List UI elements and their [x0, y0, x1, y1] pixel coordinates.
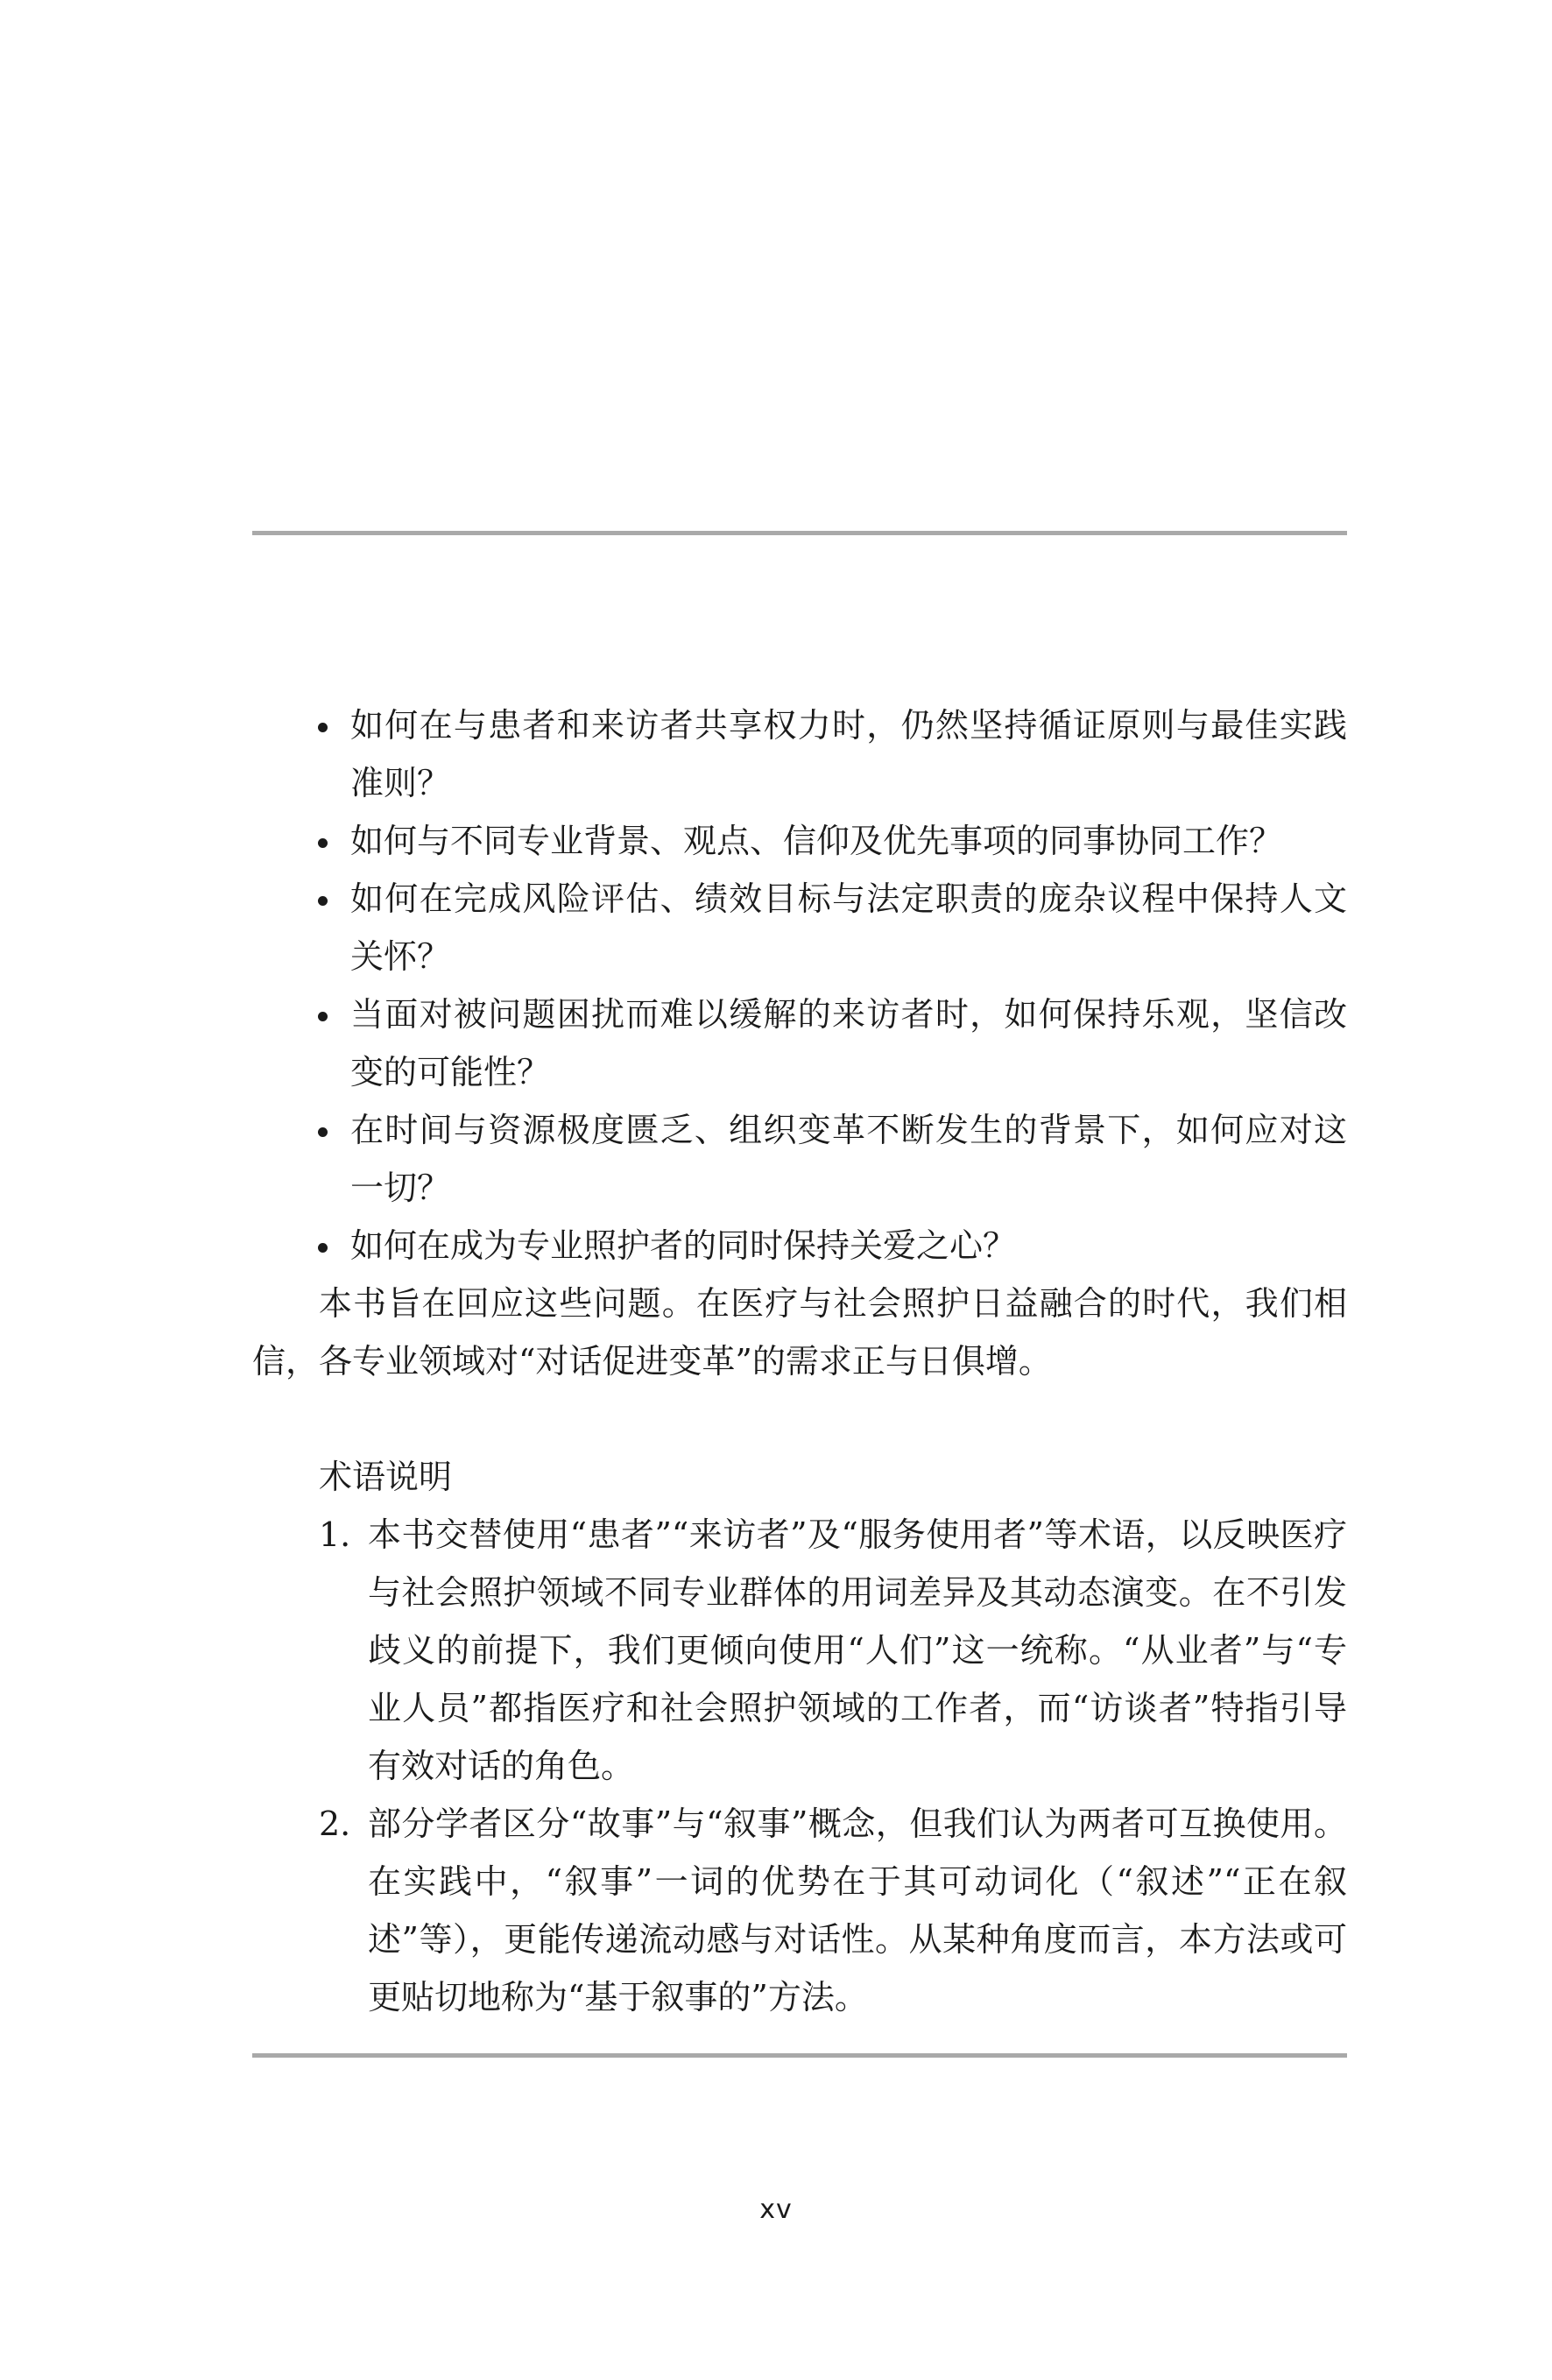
list-item: [252, 870, 1347, 985]
note-text: 本书交替使用“患者”“来访者”及“服务使用者”等术语，以反映医疗与社会照护领域不同专业群体的用词差异及其动态演变。在不引发歧义的前提下，我们更倾向使用“人们”这一统称。“从业者”与“专业人员”都指医疗和社会照护领域的工作者，而“访谈者”特指引导有效对话的角色。: [368, 1515, 1347, 1785]
question-list: [252, 696, 1347, 1275]
list-item: [252, 812, 1347, 870]
bullet-icon: [318, 1012, 328, 1021]
note-item: [252, 1795, 1347, 2026]
bullet-icon: [318, 896, 328, 906]
bullet-icon: [318, 1127, 328, 1137]
note-item: [252, 1506, 1347, 1795]
list-item-text: 如何与不同专业背景、观点、信仰及优先事项的同事协同工作？: [350, 822, 1283, 860]
terminology-title: 术语说明: [319, 1458, 453, 1496]
list-item: [252, 1101, 1347, 1217]
note-number: 1.: [319, 1515, 351, 1554]
intro-paragraph: 本书旨在回应这些问题。在医疗与社会照护日益融合的时代，我们相信，各专业领域对“对话促进变革”的需求正与日俱增。: [252, 1284, 1347, 1381]
list-item: [252, 985, 1347, 1101]
list-item: [252, 696, 1347, 812]
note-text: 部分学者区分“故事”与“叙事”概念，但我们认为两者可互换使用。在实践中，“叙事”一词的优势在于其可动词化（“叙述”“正在叙述”等），更能传递流动感与对话性。从某种角度而言，本方法或可更贴切地称为“基于叙事的”方法。: [368, 1804, 1347, 2016]
bullet-icon: [318, 1243, 328, 1253]
bullet-icon: [318, 723, 328, 732]
note-number: 2.: [319, 1804, 351, 1843]
list-item-text: 如何在与患者和来访者共享权力时，仍然坚持循证原则与最佳实践准则？: [350, 706, 1347, 802]
list-item-text: 如何在完成风险评估、绩效目标与法定职责的庞杂议程中保持人文关怀？: [350, 879, 1347, 976]
page-body: [252, 696, 1347, 2026]
list-item-text: 如何在成为专业照护者的同时保持关爱之心？: [350, 1226, 1017, 1265]
terminology-notes: [252, 1506, 1347, 2026]
bullet-icon: [318, 838, 328, 848]
list-item: [252, 1217, 1347, 1275]
bottom-rule: [252, 2053, 1347, 2058]
page-number: xv: [759, 2194, 793, 2225]
list-item-text: 当面对被问题困扰而难以缓解的来访者时，如何保持乐观，坚信改变的可能性？: [350, 995, 1347, 1091]
list-item-text: 在时间与资源极度匮乏、组织变革不断发生的背景下，如何应对这一切？: [350, 1111, 1347, 1207]
top-rule: [252, 531, 1347, 535]
